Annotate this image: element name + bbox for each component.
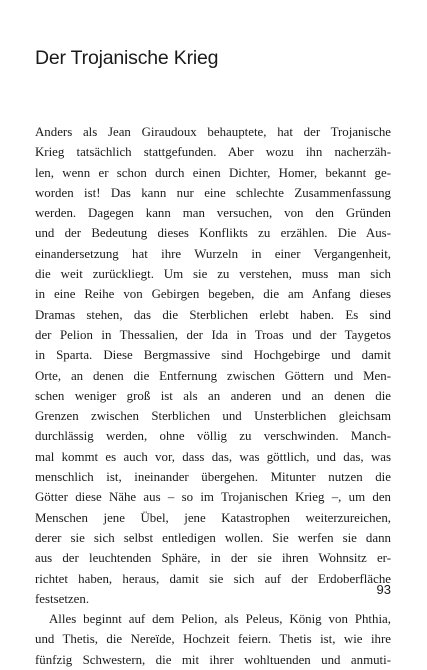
text-line: worden ist! Das kann nur eine schlechte Zusammenfassung <box>35 185 391 200</box>
page-number: 93 <box>376 582 391 597</box>
text-line: Alles beginnt auf dem Pelion, als Peleus, König von Phthia, <box>49 612 391 627</box>
text-line: und Thetis, die Nereïde, Hochzeit feiern. Thetis ist, wie ihre <box>35 632 391 647</box>
text-line: der Pelion in Thessalien, der Ida in Troas und der Taygetos <box>35 327 391 342</box>
paragraph-1 <box>35 122 391 609</box>
text-line: in Sparta. Diese Bergmassive sind Hochgebirge und damit <box>35 348 391 363</box>
text-line: Dramas stehen, das die Sterblichen erlebt haben. Es sind <box>35 307 391 322</box>
text-line: len, wenn er schon durch einen Dichter, Homer, bekannt ge- <box>35 165 391 180</box>
text-line: Grenzen zwischen Sterblichen und Unsterblichen gleichsam <box>35 409 391 424</box>
text-line: Krieg tatsächlich stattgefunden. Aber wozu ihn nacherzäh- <box>35 145 391 160</box>
text-line: fünfzig Schwestern, die mit ihrer wohltuenden und anmuti- <box>35 652 391 667</box>
text-line: Anders als Jean Giraudoux behauptete, hat der Trojanische <box>35 125 391 139</box>
text-line: Menschen jene Übel, jene Katastrophen weiterzureichen, <box>35 510 391 525</box>
text-line: schen weniger groß ist als an anderen und an denen die <box>35 388 391 403</box>
text-line: in eine Reihe von Gebirgen begeben, die am Anfang dieses <box>35 287 391 302</box>
text-line: derer sie sich selbst entledigen wollen. Sie werfen sie dann <box>35 530 391 545</box>
text-line: festsetzen. <box>35 591 90 606</box>
text-line: Orte, an denen die Entfernung zwischen Göttern und Men- <box>35 368 391 383</box>
chapter-title: Der Trojanische Krieg <box>35 47 219 69</box>
text-line: die weit zurückliegt. Um sie zu verstehen, muss man sich <box>35 267 391 282</box>
paragraph-2 <box>35 609 391 670</box>
text-line: menschlich ist, ineinander übergehen. Mitunter nutzen die <box>35 470 391 485</box>
text-line: werden. Dagegen kann man versuchen, von den Gründen <box>35 206 391 221</box>
text-line: aus der leuchtenden Sphäre, in der sie ihren Wohnsitz er- <box>35 551 391 566</box>
text-line: einandersetzung hat ihre Wurzeln in einer Vergangenheit, <box>35 246 391 261</box>
text-line: durchlässig werden, ohne völlig zu verschwinden. Manch- <box>35 429 391 444</box>
text-line: und der Bedeutung dieses Konflikts zu erzählen. Die Aus- <box>35 226 391 241</box>
text-line: richtet haben, heraus, damit sie sich auf der Erdoberfläche <box>35 571 391 586</box>
text-line: mal kommt es auch vor, dass das, was göttlich, und das, was <box>35 449 391 464</box>
text-line: Götter diese Nähe aus – so im Trojanischen Krieg –, um den <box>35 490 391 505</box>
body-text <box>35 122 391 670</box>
